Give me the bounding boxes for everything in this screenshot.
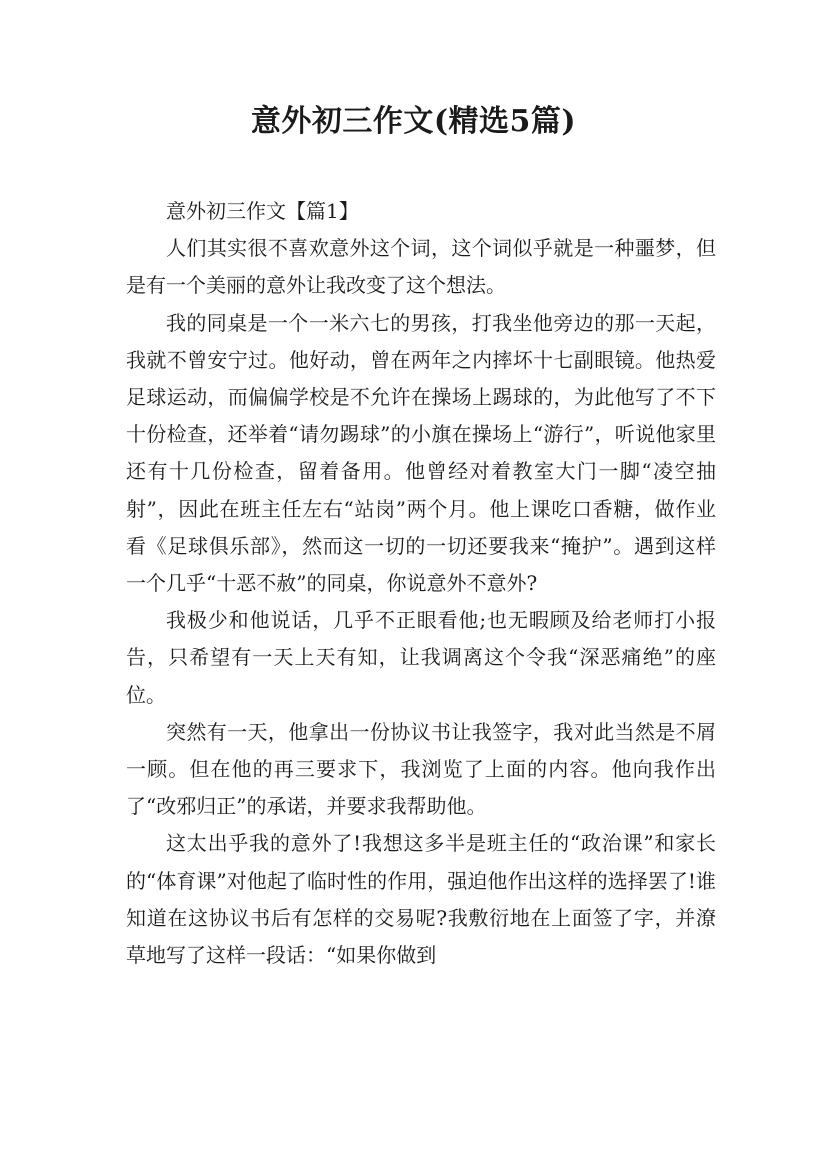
paragraph: 这太出乎我的意外了!我想这多半是班主任的“政治课”和家长的“体育课”对他起了临时性的作用，强迫他作出这样的选择罢了!谁知道在这协议书后有怎样的交易呢?我敷衍地在上面签了字，并潦草地写了这样一段话：“如果你做到: [126, 831, 716, 968]
paragraph: 我的同桌是一个一米六七的男孩，打我坐他旁边的那一天起，我就不曾安宁过。他好动，曾在两年之内摔坏十七副眼镜。他热爱足球运动，而偏偏学校是不允许在操场上踢球的，为此他写了不下十份检查，还举着“请勿踢球”的小旗在操场上“游行”，听说他家里还有十几份检查，留着备用。他曾经对着教室大门一脚“凌空抽射”，因此在班主任左右“站岗”两个月。他上课吃口香糖，做作业看《足球俱乐部》，然而这一切的一切还要我来“掩护”。遇到这样一个几乎“十恶不赦”的同桌，你说意外不意外?: [126, 310, 716, 596]
section-heading: 意外初三作文【篇1】: [166, 199, 359, 223]
document-title: 意外初三作文(精选5篇): [250, 104, 577, 139]
paragraph: 人们其实很不喜欢意外这个词，这个词似乎就是一种噩梦，但是有一个美丽的意外让我改变了这个想法。: [126, 236, 716, 298]
paragraph: 我极少和他说话，几乎不正眼看他;也无暇顾及给老师打小报告，只希望有一天上天有知，让我调离这个令我“深恶痛绝”的座位。: [126, 608, 716, 707]
paragraph: 突然有一天，他拿出一份协议书让我签字，我对此当然是不屑一顾。但在他的再三要求下，我浏览了上面的内容。他向我作出了“改邪归正”的承诺，并要求我帮助他。: [126, 719, 716, 819]
document-body: [126, 193, 716, 974]
